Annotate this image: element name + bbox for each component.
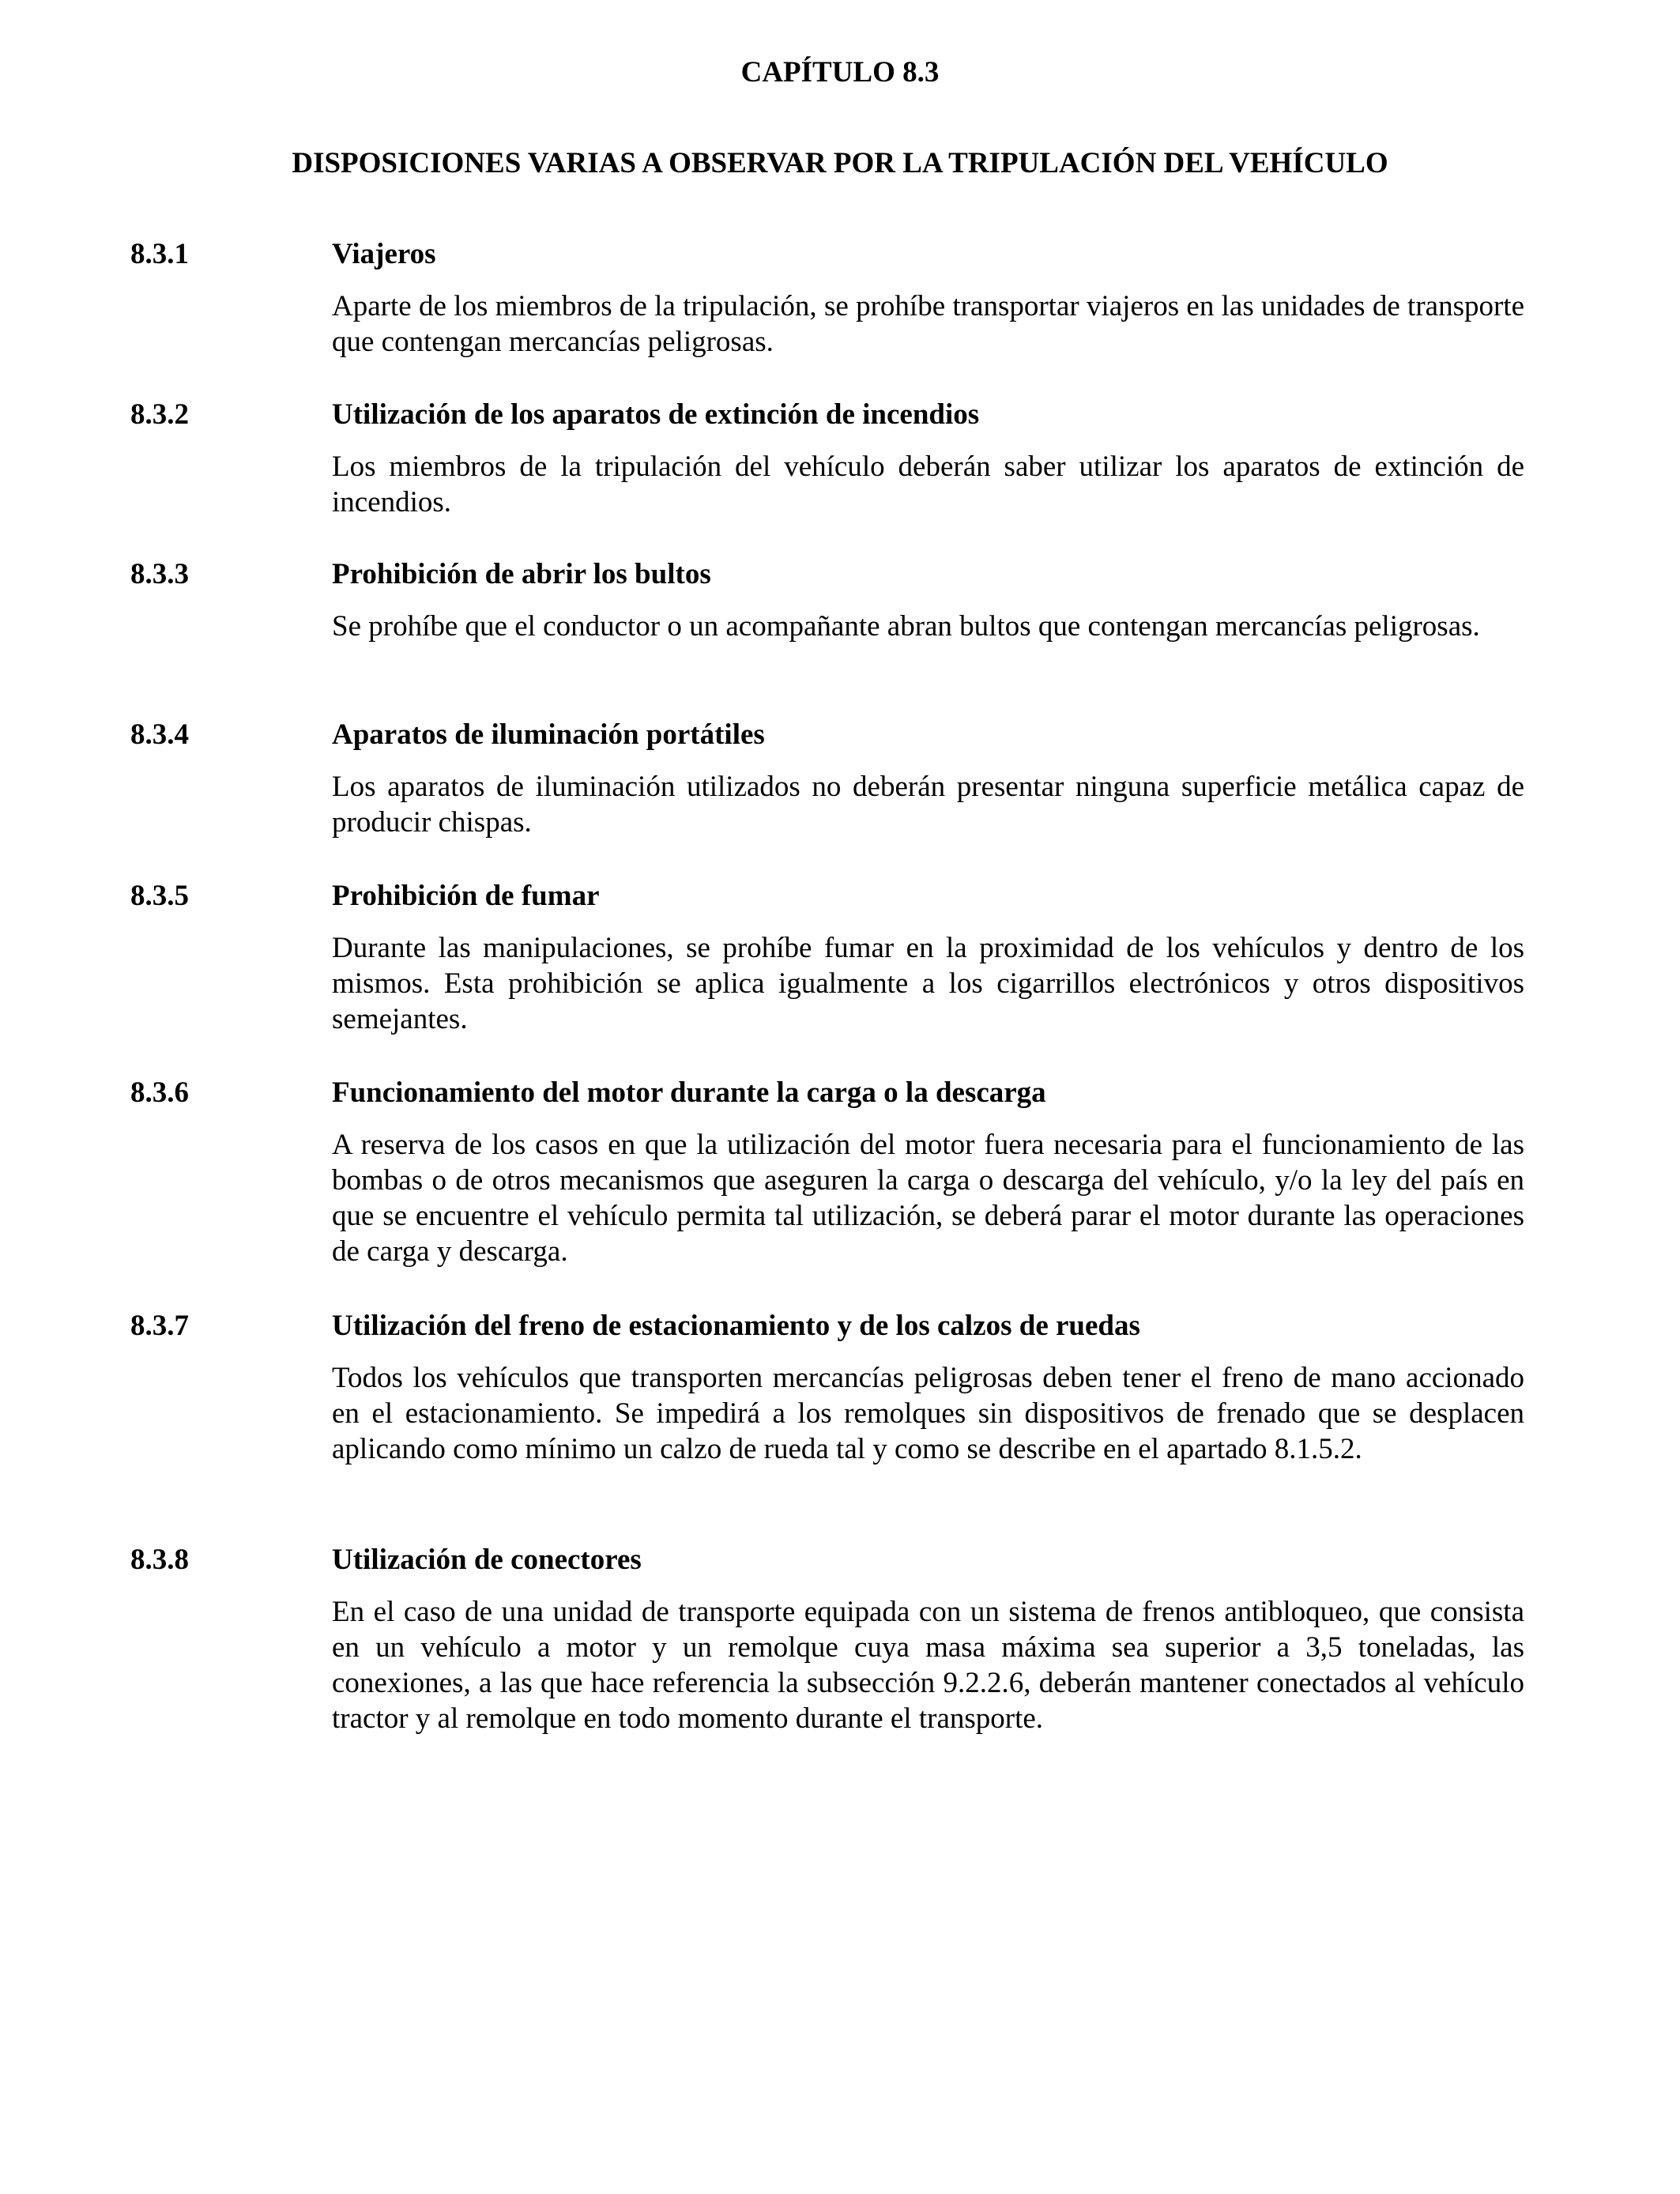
section-heading: Utilización de conectores: [332, 1544, 642, 1576]
section-heading: Utilización de los aparatos de extinción de incendios: [332, 398, 980, 431]
section-number: 8.3.7: [130, 1310, 189, 1342]
section-body: Todos los vehículos que transporten mercancías peligrosas deben tener el freno de mano accionado en el estacionamiento. Se impedirá a los remolques sin dispositivos de frenado que se desplacen aplicando como mínimo un calzo de rueda tal y como se describe en el apartado 8.1.5.2.: [332, 1362, 1524, 1465]
section-body: Durante las manipulaciones, se prohíbe fumar en la proximidad de los vehículos y dentro de los mismos. Esta prohibición se aplica igualmente a los cigarrillos electrónicos y otros dispositivos semejantes.: [332, 932, 1524, 1035]
section-heading: Prohibición de fumar: [332, 880, 600, 912]
section-body: Los miembros de la tripulación del vehículo deberán saber utilizar los aparatos de extinción de incendios.: [332, 450, 1524, 518]
section-number: 8.3.3: [130, 558, 189, 590]
section-heading: Viajeros: [332, 238, 436, 270]
section-heading: Prohibición de abrir los bultos: [332, 558, 711, 590]
section-number: 8.3.4: [130, 718, 189, 751]
section-number: 8.3.1: [130, 238, 189, 270]
section-heading: Funcionamiento del motor durante la carga o la descarga: [332, 1076, 1046, 1109]
section-number: 8.3.2: [130, 398, 189, 431]
section-heading: Aparatos de iluminación portátiles: [332, 718, 765, 751]
chapter-subtitle: DISPOSICIONES VARIAS A OBSERVAR POR LA TRIPULACIÓN DEL VEHÍCULO: [292, 147, 1388, 179]
section-body: Los aparatos de iluminación utilizados no deberán presentar ninguna superficie metálica capaz de producir chispas.: [332, 771, 1524, 839]
section-number: 8.3.8: [130, 1544, 189, 1576]
section-body: Se prohíbe que el conductor o un acompañante abran bultos que contengan mercancías peligrosas.: [332, 610, 1480, 643]
section-number: 8.3.5: [130, 880, 189, 912]
section-number: 8.3.6: [130, 1076, 189, 1109]
section-body: Aparte de los miembros de la tripulación, se prohíbe transportar viajeros en las unidades de transporte que contengan mercancías peligrosas.: [332, 290, 1524, 358]
section-body: En el caso de una unidad de transporte equipada con un sistema de frenos antibloqueo, que consista en un vehículo a motor y un remolque cuya masa máxima sea superior a 3,5 toneladas, las conexiones, a las que hace referencia la subsección 9.2.2.6, deberán mantener conectados al vehículo tractor y al remolque en todo momento durante el transporte.: [332, 1596, 1524, 1735]
section-body: A reserva de los casos en que la utilización del motor fuera necesaria para el funcionamiento de las bombas o de otros mecanismos que aseguren la carga o descarga del vehículo, y/o la ley del país en que se encuentre el vehículo permita tal utilización, se deberá parar el motor durante las operaciones de carga y descarga.: [332, 1129, 1524, 1268]
chapter-title: CAPÍTULO 8.3: [740, 56, 940, 89]
section-heading: Utilización del freno de estacionamiento y de los calzos de ruedas: [332, 1310, 1140, 1342]
